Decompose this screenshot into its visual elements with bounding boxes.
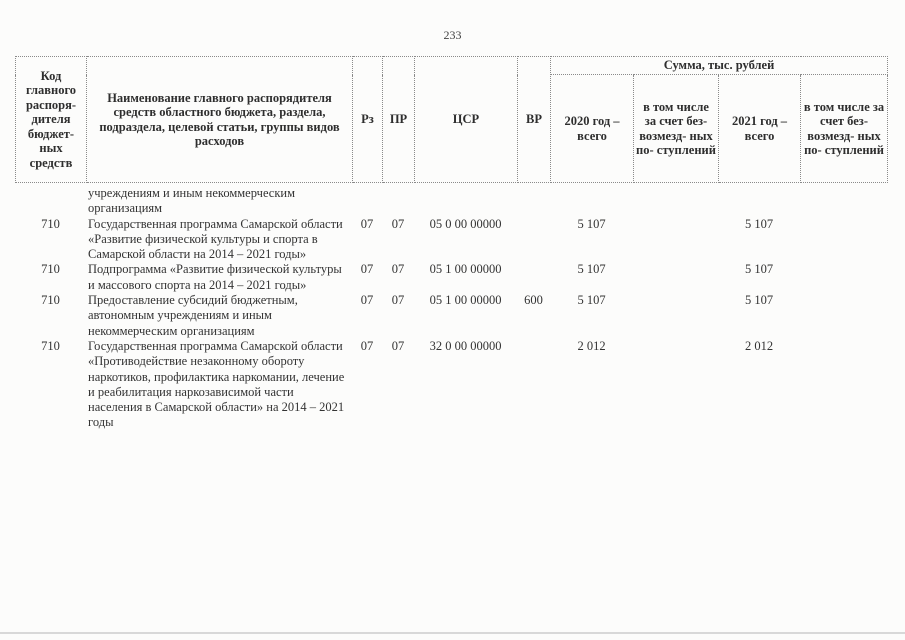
row-csr: 32 0 00 00000 bbox=[429, 338, 502, 353]
row-code bbox=[15, 186, 86, 217]
row-code: 710 bbox=[41, 293, 60, 308]
header-name: Наименование главного распорядителя средств областного бюджета, раздела, подраздела, целевой статьи, группы видов расходов bbox=[87, 57, 353, 183]
row-code: 710 bbox=[41, 262, 60, 277]
table-row bbox=[15, 293, 887, 339]
row-2020-incl bbox=[633, 217, 718, 263]
row-2021-incl bbox=[800, 217, 887, 263]
row-name: Государственная программа Самарской области «Противодействие незаконному обороту наркотиков, профилактика наркомании, лечение и реабилитация наркозависимой части населения в Самарской области» на 2014 – 2021 годы bbox=[88, 338, 345, 430]
row-2021-total: 5 107 bbox=[744, 216, 774, 231]
row-vr bbox=[517, 217, 550, 263]
row-vr bbox=[517, 339, 550, 431]
row-2021-incl bbox=[800, 186, 887, 217]
header-2021-total: 2021 год – всего bbox=[719, 75, 801, 183]
row-2020-incl bbox=[633, 262, 718, 293]
row-rz: 07 bbox=[360, 216, 374, 231]
row-name: Предоставление субсидий бюджетным, автономным учреждениям и иным некоммерческим организациям bbox=[88, 293, 298, 338]
row-name: Подпрограмма «Развитие физической культуры и массового спорта на 2014 – 2021 годы» bbox=[88, 262, 342, 292]
row-2020-total: 5 107 bbox=[577, 262, 606, 277]
header-rz: Рз bbox=[353, 57, 383, 183]
row-csr: 05 1 00 00000 bbox=[429, 293, 502, 308]
row-2021-incl bbox=[800, 262, 887, 293]
header-2021-incl: в том числе за счет без- возмезд- ных по- ступлений bbox=[801, 75, 888, 183]
row-name: учреждениям и иным некоммерческим организациям bbox=[88, 186, 296, 216]
row-vr bbox=[517, 186, 550, 217]
table-body bbox=[15, 186, 887, 431]
header-csr: ЦСР bbox=[415, 57, 518, 183]
header-sum: Сумма, тыс. рублей bbox=[551, 57, 888, 75]
row-pr: 07 bbox=[391, 216, 405, 231]
row-2020-incl bbox=[633, 293, 718, 339]
row-2021-total: 5 107 bbox=[744, 293, 774, 308]
row-vr: 600 bbox=[524, 293, 543, 308]
header-2020-total: 2020 год – всего bbox=[551, 75, 634, 183]
header-vr: ВР bbox=[518, 57, 551, 183]
row-csr bbox=[414, 186, 517, 217]
page-number: 233 bbox=[443, 28, 462, 42]
header-pr: ПР bbox=[383, 57, 415, 183]
row-rz: 07 bbox=[360, 262, 374, 277]
table-header bbox=[15, 56, 888, 183]
header-code: Код главного распоря- дителя бюджет- ных средств bbox=[16, 57, 87, 183]
table-row bbox=[15, 217, 887, 263]
row-2020-total bbox=[550, 186, 633, 217]
row-2021-total: 5 107 bbox=[744, 262, 774, 277]
page-bottom-edge bbox=[0, 632, 905, 634]
row-vr bbox=[517, 262, 550, 293]
row-2020-total: 2 012 bbox=[577, 338, 606, 353]
row-pr: 07 bbox=[391, 338, 405, 353]
row-pr: 07 bbox=[391, 293, 405, 308]
row-code: 710 bbox=[41, 216, 60, 231]
row-2020-incl bbox=[633, 186, 718, 217]
row-csr: 05 0 00 00000 bbox=[429, 216, 502, 231]
table-row bbox=[15, 186, 887, 217]
header-2020-incl: в том числе за счет без- возмезд- ных по- ступлений bbox=[634, 75, 719, 183]
row-2020-total: 5 107 bbox=[577, 216, 606, 231]
row-2020-total: 5 107 bbox=[577, 293, 606, 308]
row-rz bbox=[352, 186, 382, 217]
row-2021-incl bbox=[800, 293, 887, 339]
row-2021-total: 2 012 bbox=[744, 338, 774, 353]
row-2020-incl bbox=[633, 339, 718, 431]
table-row bbox=[15, 339, 887, 431]
row-rz: 07 bbox=[360, 293, 374, 308]
row-name: Государственная программа Самарской области «Развитие физической культуры и спорта в Самарской области на 2014 – 2021 годы» bbox=[88, 216, 343, 262]
row-pr: 07 bbox=[391, 262, 405, 277]
row-code: 710 bbox=[41, 338, 60, 353]
row-rz: 07 bbox=[360, 338, 374, 353]
row-2021-total bbox=[718, 186, 800, 217]
row-pr bbox=[382, 186, 414, 217]
table-row bbox=[15, 262, 887, 293]
row-2021-incl bbox=[800, 339, 887, 431]
row-csr: 05 1 00 00000 bbox=[429, 262, 502, 277]
